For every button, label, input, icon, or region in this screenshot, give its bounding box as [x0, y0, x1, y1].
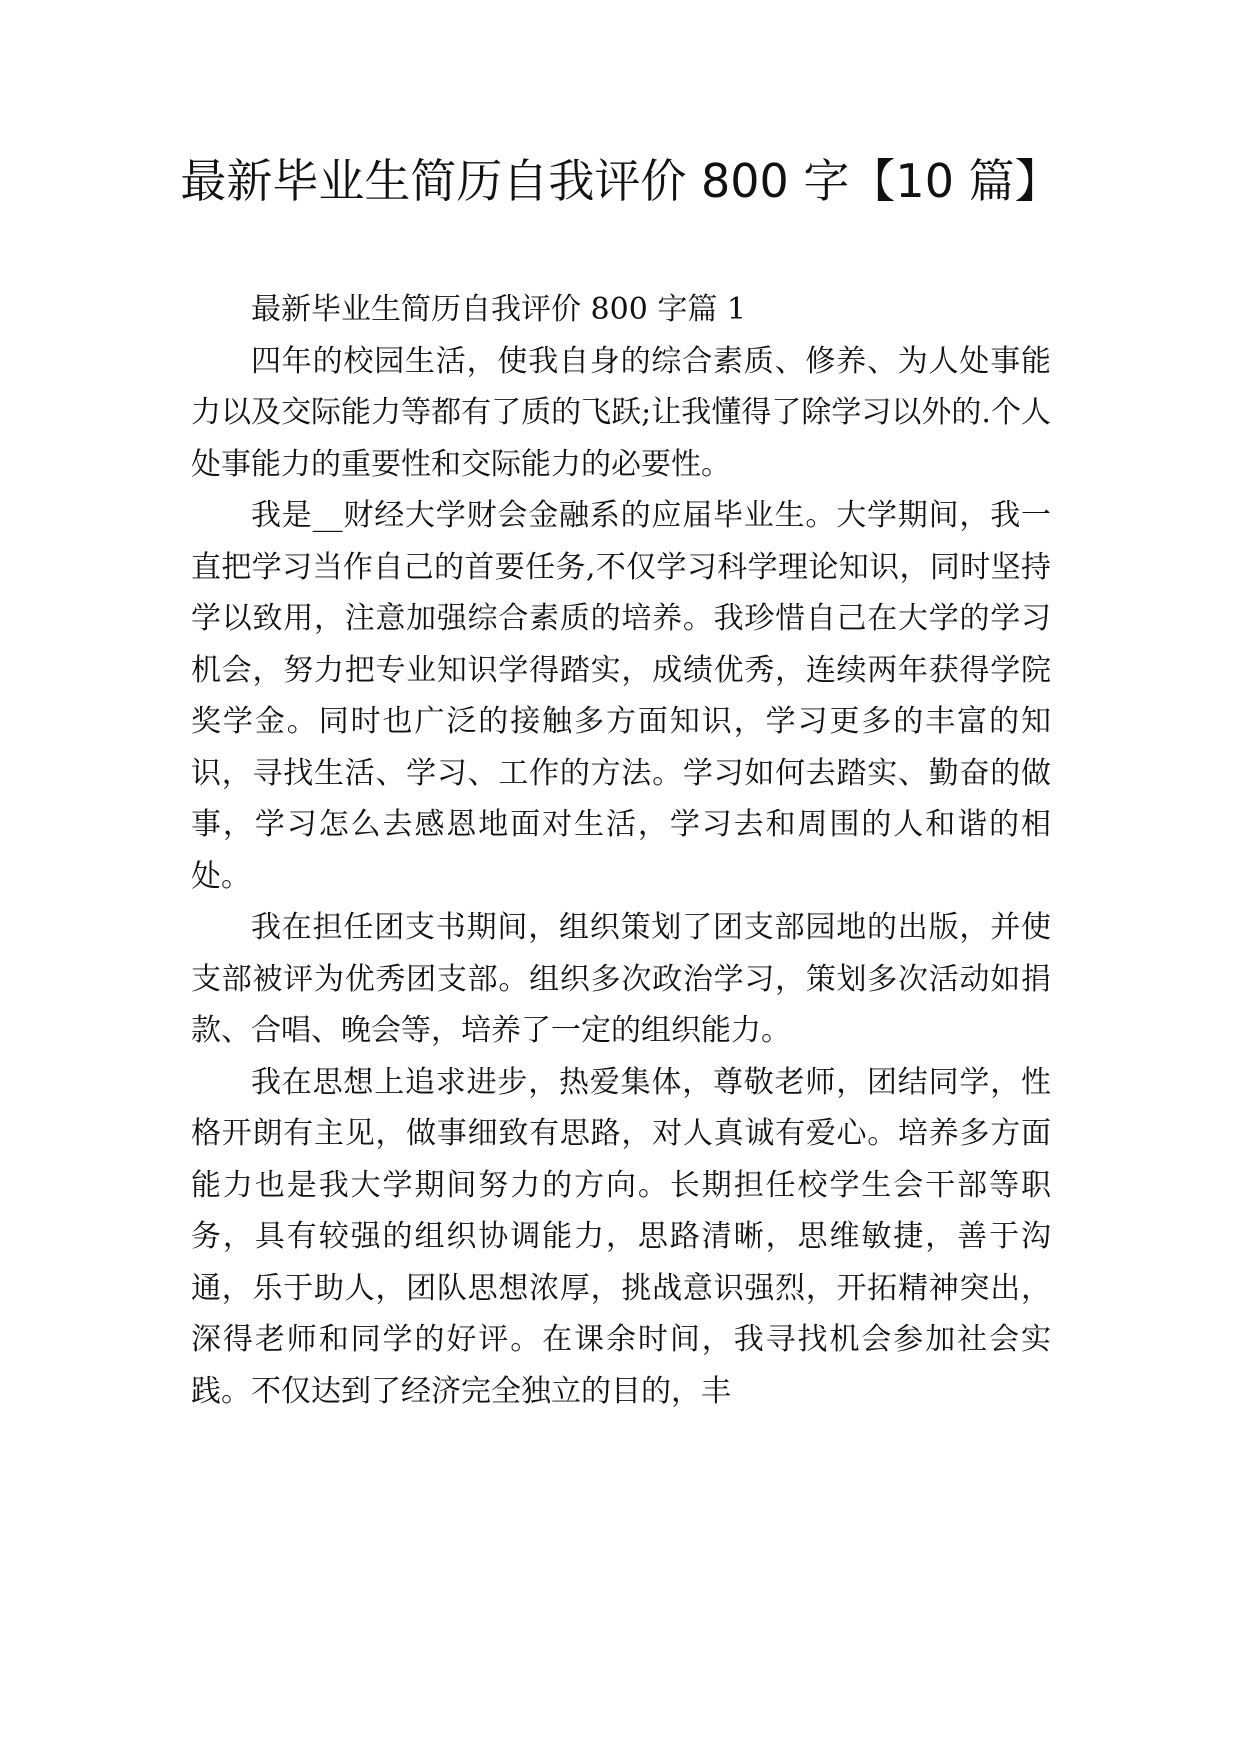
paragraph-3: 我在担任团支书期间，组织策划了团支部园地的出版，并使支部被评为优秀团支部。组织多次政治学习，策划多次活动如捐款、合唱、晚会等，培养了一定的组织能力。 — [191, 910, 1051, 1048]
section-heading: 最新毕业生简历自我评价 800 字篇 1 — [251, 292, 746, 327]
paragraph-4: 我在思想上追求进步，热爱集体，尊敬老师，团结同学，性格开朗有主见，做事细致有思路，对人真诚有爱心。培养多方面能力也是我大学期间努力的方向。长期担任校学生会干部等职务，具有较强的组织协调能力，思路清晰，思维敏捷，善于沟通，乐于助人，团队思想浓厚，挑战意识强烈，开拓精神突出，深得老师和同学的好评。在课余时间，我寻找机会参加社会实践。不仅达到了经济完全独立的目的，丰 — [191, 1064, 1051, 1409]
paragraph-1: 四年的校园生活，使我自身的综合素质、修养、为人处事能力以及交际能力等都有了质的飞跃;让我懂得了除学习以外的.个人处事能力的重要性和交际能力的必要性。 — [191, 343, 1051, 482]
document-body — [191, 284, 1051, 1417]
paragraph-2: 我是__财经大学财会金融系的应届毕业生。大学期间，我一直把学习当作自己的首要任务,不仅学习科学理论知识，同时坚持学以致用，注意加强综合素质的培养。我珍惜自己在大学的学习机会，努力把专业知识学得踏实，成绩优秀，连续两年获得学院奖学金。同时也广泛的接触多方面知识，学习更多的丰富的知识，寻找生活、学习、工作的方法。学习如何去踏实、勤奋的做事，学习怎么去感恩地面对生活，学习去和周围的人和谐的相处。 — [191, 498, 1051, 894]
document-title: 最新毕业生简历自我评价 800 字【10 篇】 — [180, 154, 1061, 208]
